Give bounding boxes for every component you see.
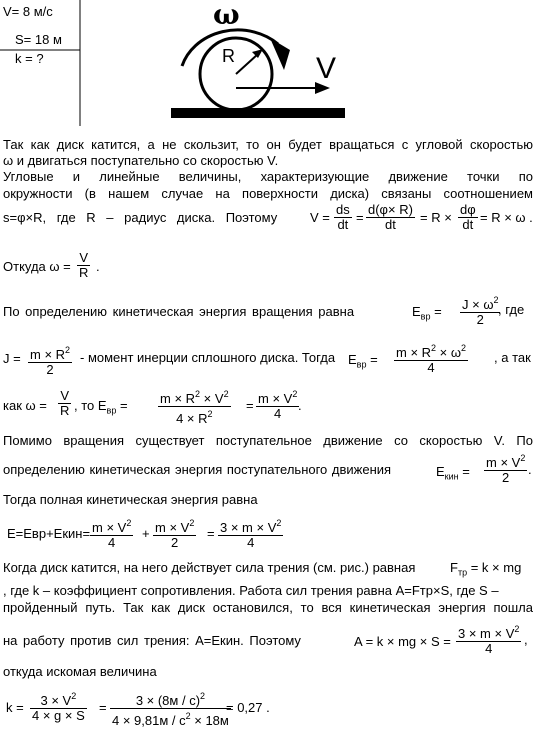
- given-distance: S= 18 м: [15, 32, 62, 47]
- rotation-arrowhead: [270, 38, 290, 70]
- eq1-mid: = R ×: [420, 210, 452, 225]
- p6-frac-energy: $m \times R^2 \times V^2$ $4 \times R^2$: [160, 389, 229, 426]
- p15-frac-2: 3 × (8м / с)$^2$ $4 \times 9,81м / с^2 \times 18м$: [112, 691, 229, 728]
- radius-label: R: [222, 46, 235, 66]
- text-line: Угловые и линейные величины, характеризующие движение точки по: [3, 169, 533, 184]
- velocity-label: V: [316, 52, 337, 85]
- p6-frac-final: $m \times V^2$ 4: [258, 389, 298, 421]
- given-unknown: k = ?: [15, 51, 44, 66]
- p9-frac-1: $m \times V^2$ 4: [92, 518, 132, 550]
- text-line: Откуда ω =: [3, 259, 71, 274]
- text-line: Помимо вращения существует поступательное движение со скоростью V. По: [3, 433, 533, 448]
- text-line: окружности (в нашем случае на поверхности диска) связаны соотношением: [3, 186, 533, 201]
- text-line: определению кинетическая энергия поступательного движения: [3, 462, 392, 477]
- p9-frac-3: $3 \times m \times V^2$ 4: [220, 518, 282, 550]
- p4-frac: $J \times \omega^2$ 2: [462, 295, 499, 327]
- p15-frac-1: $3 \times V^2$ 4 × g × S: [32, 691, 85, 723]
- p6-a: как ω =: [3, 398, 47, 413]
- eq1-frac-dphi-dt: dφ dt: [460, 202, 476, 232]
- eq1-frac-ds-dt: ds dt: [336, 202, 350, 232]
- p5-end: , а так: [494, 350, 531, 365]
- text-line: s=φ×R, где R – радиус диска. Поэтому: [3, 210, 278, 225]
- radius-line: [236, 54, 258, 74]
- text-line: откуда искомая величина: [3, 664, 157, 679]
- p15-end: = 0,27 .: [226, 700, 270, 715]
- p9-frac-2: $m \times V^2$ 2: [155, 518, 195, 550]
- text-line: Когда диск катится, на него действует сила трения (см. рис.) равная: [3, 560, 416, 575]
- p13-eq: A = k × mg × S =: [354, 634, 451, 649]
- given-velocity: V= 8 м/с: [3, 4, 53, 19]
- disk-figure: [0, 0, 536, 130]
- p9-a: E=Eвр+Eкин=: [7, 526, 91, 541]
- p4-end: , где: [498, 302, 525, 317]
- p5-frac-energy: $m \times R^2 \times \omega^2$ 4: [396, 343, 467, 375]
- p5-j: J =: [3, 351, 21, 366]
- p13-frac: $3 \times m \times V^2$ 4: [458, 624, 520, 656]
- p15-k: k =: [6, 700, 24, 715]
- p6-frac-omega: V R: [60, 388, 70, 418]
- text-line: По определению кинетическая энергия вращения равна: [3, 304, 355, 319]
- p5-frac-inertia: $m \times R^2$ 2: [30, 345, 71, 377]
- text-line: Тогда полная кинетическая энергия равна: [3, 492, 258, 507]
- omega-frac: V R: [79, 250, 89, 280]
- eq1-frac-dphiR-dt: d(φ× R) dt: [368, 202, 413, 232]
- ground-surface: [171, 108, 345, 118]
- text-line: ω и двигаться поступательно со скоростью V.: [3, 153, 279, 168]
- text-line: пройденный путь. Так как диск остановился, то вся кинетическая энергия пошла: [3, 600, 533, 615]
- p5-mid: - момент инерции сплошного диска. Тогда: [80, 350, 336, 365]
- text-line: Так как диск катится, а не скользит, то он будет вращаться с угловой скоростью: [3, 137, 533, 152]
- omega-label: ω: [213, 0, 240, 31]
- text-line: на работу против сил трения: A=Eкин. Поэтому: [3, 633, 301, 648]
- text-line: , где k – коэффициент сопротивления. Работа сил трения равна A=Fтр×S, где S –: [3, 583, 499, 598]
- p4-energy: $E_{вр}$ =: [412, 304, 442, 322]
- eq1-v: V =: [310, 210, 330, 225]
- eq1-end: = R × ω .: [480, 210, 533, 225]
- p7-frac: $m \times V^2$ 2: [486, 453, 526, 485]
